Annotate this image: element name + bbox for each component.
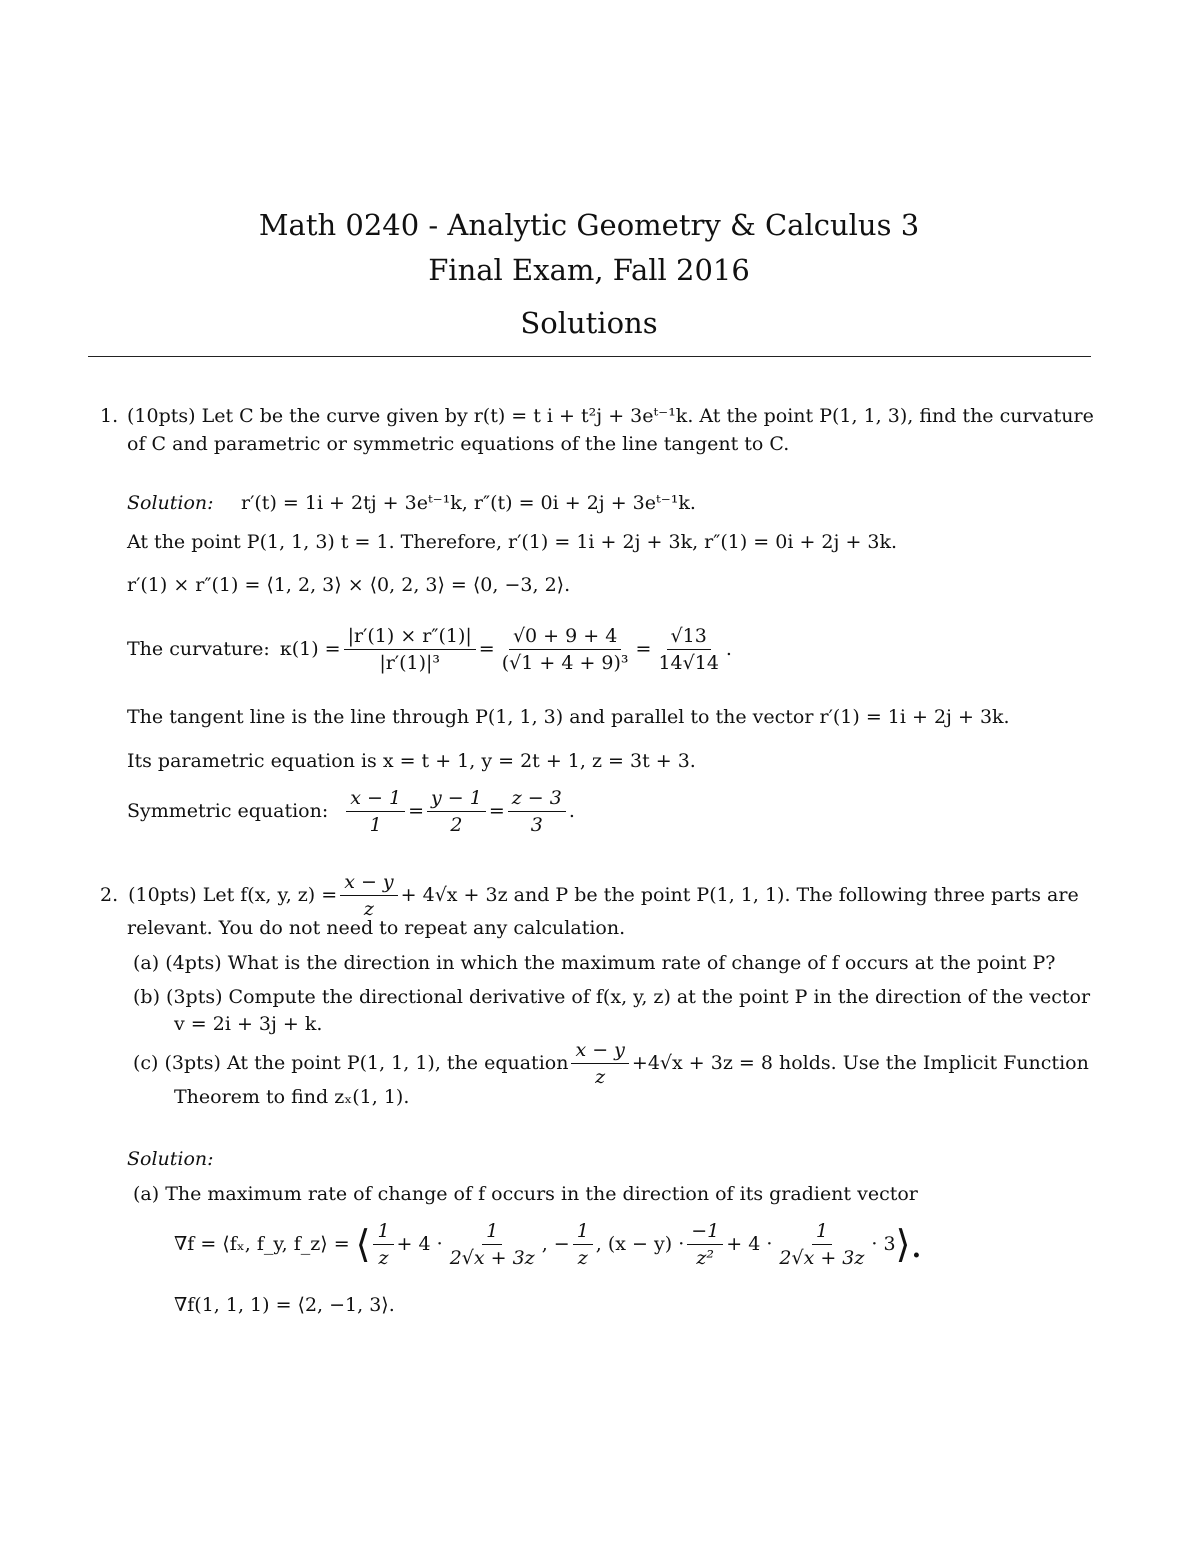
fraction-numerator: 1 — [373, 1220, 393, 1245]
fraction-numerator: √13 — [667, 625, 711, 650]
fraction-denominator: 2 — [450, 813, 463, 836]
fraction-denominator: 3 — [530, 813, 543, 836]
curvature-line: The curvature: κ(1) = $\frac{|r'(1) \times r''(1)|}{\text{|r′(1)|³}}$ = $\frac{√0 + 9 + 4}{\text{(√1 + 4 + 9)³}}$ = $\frac{√13}{14√14}$ . — [127, 624, 732, 674]
fraction-numerator: −1 — [687, 1220, 723, 1245]
symmetric-equation-line: Symmetric equation: $\frac{x - 1}{1}$ = $\frac{y - 1}{2}$ = $\frac{z - 3}{3}$ . — [127, 786, 575, 836]
course-title: Math 0240 - Analytic Geometry & Calculus 3 — [258, 208, 920, 242]
part-a-question: (a) (4pts) What is the direction in which the maximum rate of change of f occurs at the point P? — [133, 952, 1056, 974]
exam-title: Final Exam, Fall 2016 — [428, 253, 750, 287]
header-rule — [88, 356, 1091, 357]
fraction-denominator: z — [595, 1065, 606, 1088]
fraction-denominator: z — [363, 897, 374, 920]
curvature-formula-fraction — [344, 625, 476, 674]
part-b-question-cont: v = 2i + 3j + k. — [174, 1013, 323, 1035]
problem-2-statement-pre: (10pts) Let f(x, y, z) = — [128, 884, 338, 906]
gradient-term-3 — [573, 1220, 593, 1269]
gradient-separator: , (x − y) · — [595, 1233, 685, 1255]
curvature-lhs: κ(1) = — [279, 638, 341, 660]
tangent-line-statement: The tangent line is the line through P(1, 1, 3) and parallel to the vector r′(1) = 1i + 2j + 3k. — [127, 706, 1010, 728]
problem-1-statement-cont: of C and parametric or symmetric equations of the line tangent to C. — [127, 433, 790, 455]
problem-2-number: 2. — [100, 884, 119, 906]
fraction-numerator: 1 — [812, 1220, 832, 1245]
problem-2-statement-cont: relevant. You do not need to repeat any calculation. — [127, 917, 626, 939]
fraction-denominator: |r′(1)|³ — [379, 651, 441, 674]
problem-2-statement-line — [100, 870, 1079, 920]
solution-a-statement: (a) The maximum rate of change of f occurs in the direction of its gradient vector — [133, 1183, 918, 1205]
fraction-numerator: √0 + 9 + 4 — [509, 625, 621, 650]
fraction-denominator: (√1 + 4 + 9)³ — [501, 651, 629, 674]
gradient-term-5 — [775, 1220, 868, 1269]
part-c-question-cont: Theorem to find zₓ(1, 1). — [174, 1086, 410, 1108]
fraction-numerator: x − y — [571, 1039, 628, 1064]
gradient-equation-line — [174, 1218, 922, 1270]
fraction-numerator: x − y — [340, 871, 397, 896]
fraction-denominator: 2√x + 3z — [779, 1246, 865, 1269]
left-angle-bracket: ⟨ — [355, 1222, 371, 1266]
symmetric-fraction-y — [427, 787, 486, 836]
problem-1-number: 1. — [100, 405, 119, 427]
curvature-substituted-fraction — [498, 625, 633, 674]
fraction-numerator: 1 — [482, 1220, 502, 1245]
fraction-denominator: 14√14 — [658, 651, 719, 674]
part-b-question: (b) (3pts) Compute the directional derivative of f(x, y, z) at the point P in the direction of the vector — [133, 986, 1091, 1008]
curvature-label: The curvature: — [127, 638, 270, 660]
gradient-operator: + 4 · — [726, 1233, 773, 1255]
solution-label: Solution: — [127, 492, 214, 514]
fraction-denominator: 2√x + 3z — [449, 1246, 535, 1269]
gradient-separator: , − — [541, 1233, 570, 1255]
gradient-operator: + 4 · — [396, 1233, 443, 1255]
problem-2-solution-label: Solution: — [127, 1148, 214, 1170]
gradient-value: ∇f(1, 1, 1) = ⟨2, −1, 3⟩. — [174, 1294, 395, 1316]
symmetric-fraction-z — [508, 787, 566, 836]
fraction-denominator: z — [577, 1246, 588, 1269]
cross-product-line: r′(1) × r″(1) = ⟨1, 2, 3⟩ × ⟨0, 2, 3⟩ = ⟨0, −3, 2⟩. — [127, 574, 571, 596]
right-angle-bracket: ⟩. — [895, 1222, 923, 1266]
curvature-result-fraction — [654, 625, 722, 674]
gradient-term-2 — [446, 1220, 539, 1269]
gradient-operator: · 3 — [871, 1233, 896, 1255]
symmetric-fraction-x — [346, 787, 405, 836]
fraction-numerator: y − 1 — [427, 787, 486, 812]
part-c-post: +4√x + 3z = 8 holds. Use the Implicit Function — [631, 1052, 1089, 1074]
fraction-numerator: 1 — [573, 1220, 593, 1245]
fraction-denominator: 1 — [369, 813, 382, 836]
fraction-numerator: x − 1 — [346, 787, 405, 812]
parametric-equation: Its parametric equation is x = t + 1, y = 2t + 1, z = 3t + 3. — [127, 750, 696, 772]
problem-1-statement: (10pts) Let C be the curve given by r(t) = t i + t²j + 3eᵗ⁻¹k. At the point P(1, 1, 3), find the curvature — [127, 405, 1094, 427]
gradient-term-4 — [687, 1220, 723, 1269]
fraction-denominator: z — [378, 1246, 389, 1269]
gradient-term-1 — [373, 1220, 393, 1269]
solutions-heading: Solutions — [520, 306, 658, 340]
symmetric-label: Symmetric equation: — [127, 800, 329, 822]
part-c-question-line — [133, 1038, 1089, 1088]
fraction-denominator: z² — [696, 1246, 715, 1269]
part-c-pre: (c) (3pts) At the point P(1, 1, 1), the equation — [133, 1052, 569, 1074]
evaluation-line: At the point P(1, 1, 3) t = 1. Therefore, r′(1) = 1i + 2j + 3k, r″(1) = 0i + 2j + 3k. — [127, 531, 898, 553]
fraction-numerator: |r′(1) × r″(1)| — [344, 625, 476, 650]
fraction-numerator: z − 3 — [508, 787, 566, 812]
function-fraction — [340, 871, 397, 920]
part-c-fraction — [571, 1039, 628, 1088]
derivatives-equation: r′(t) = 1i + 2tj + 3eᵗ⁻¹k, r″(t) = 0i + 2j + 3eᵗ⁻¹k. — [241, 492, 696, 514]
gradient-lhs: ∇f = ⟨fₓ, f_y, f_z⟩ = — [174, 1233, 350, 1255]
problem-2-statement-post: + 4√x + 3z and P be the point P(1, 1, 1). The following three parts are — [400, 884, 1079, 906]
